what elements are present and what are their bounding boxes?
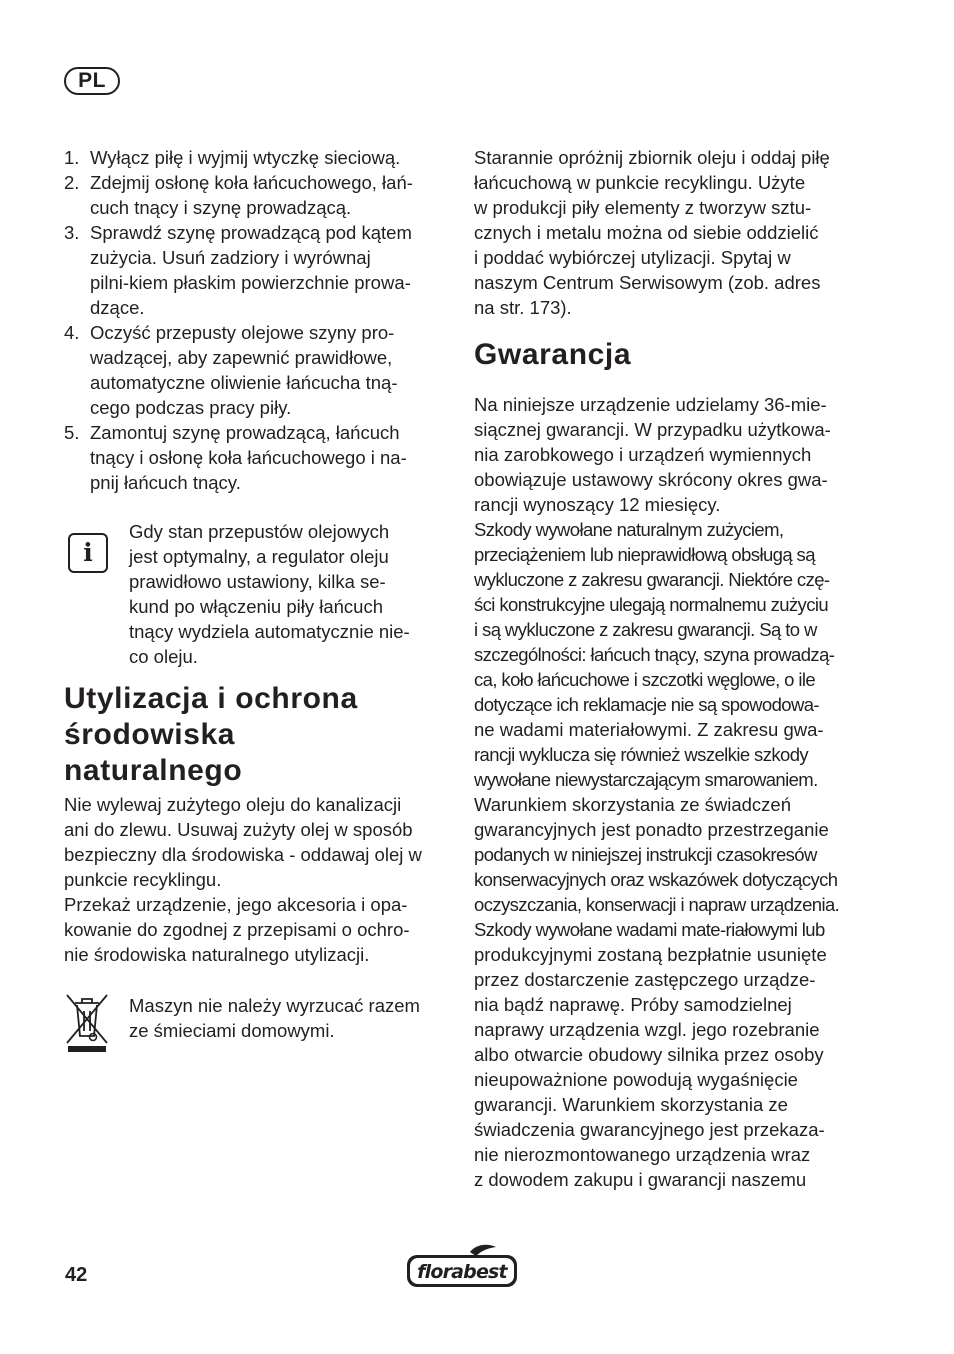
warranty-line: rancji wyklucza się również wszelkie szkody — [474, 744, 809, 765]
warranty-line: wykluczone z zakresu gwarancji. Niektóre czę- — [474, 569, 830, 590]
info-note — [64, 519, 448, 669]
warranty-line: szczególności: łańcuch tnący, szyna prowadzą- — [474, 644, 835, 665]
step-line: Zamontuj szynę prowadzącą, łańcuch — [90, 422, 400, 443]
left-column — [64, 145, 448, 1059]
warranty-line: albo otwarcie obudowy silnika przez osoby — [474, 1044, 824, 1065]
recycling-paragraph: Starannie opróżnij zbiornik oleju i oddaj piłę łańcuchową w punkcie recyklingu. Użyte w produkcji piły elementy z tworzyw sztu- cznych i metalu można od siebie oddzielić i poddać wybiórczej utylizacji. Spytaj w naszym Centrum Serwisowym (zob. adres na str. 173). — [474, 147, 830, 318]
language-badge: PL — [64, 67, 120, 95]
warranty-line: ści konstrukcyjne ulegają normalnemu zużyciu — [474, 594, 829, 615]
step-line: dzące. — [90, 297, 145, 318]
step-item — [64, 145, 448, 170]
step-line: zużycia. Usuń zadziory i wyrównaj — [90, 247, 371, 268]
step-line: Sprawdź szynę prowadzącą pod kątem — [90, 222, 412, 243]
warranty-line: Warunkiem skorzystania ze świadczeń — [474, 794, 792, 815]
warranty-line: produkcyjnymi zostaną bezpłatnie usunięte — [474, 944, 827, 965]
step-line: cuch tnący i szynę prowadzącą. — [90, 197, 352, 218]
warranty-line: z dowodem zakupu i gwarancji naszemu — [474, 1169, 807, 1190]
warranty-paragraph-period: Na niniejsze urządzenie udzielamy 36-mie- siącznej gwarancji. W przypadku użytkowa- nia zarobkowego i urządzeń wymiennych obowiązuje ustawowy skrócony okres gwa- rancji wynoszący 12 miesięcy. — [474, 394, 831, 515]
disposal-paragraph-device: Przekaż urządzenie, jego akcesoria i opa- kowanie do zgodnej z przepisami o ochro- nie środowiska naturalnego utylizacji. — [64, 894, 410, 965]
step-item — [64, 220, 448, 320]
warranty-line: nie nierozmontowanego urządzenia wraz — [474, 1144, 811, 1165]
warranty-paragraph-conditions — [474, 517, 864, 1192]
warranty-line: oczyszczania, konserwacji i napraw urządzenia. — [474, 894, 840, 915]
step-line: Zdejmij osłonę koła łańcuchowego, łań- — [90, 172, 413, 193]
svg-text:florabest: florabest — [417, 1261, 507, 1283]
warranty-heading: Gwarancja — [474, 338, 632, 371]
warranty-line: ca, koło łańcuchowe i szczotki węglowe, o ile — [474, 669, 816, 690]
step-item — [64, 420, 448, 495]
warranty-line: nia bądź naprawę. Próby samodzielnej — [474, 994, 792, 1015]
step-number: 1. — [64, 147, 80, 168]
weee-text: Maszyn nie należy wyrzucać razem ze śmieciami domowymi. — [129, 995, 420, 1041]
warranty-line: Szkody wywołane naturalnym zużyciem, — [474, 519, 784, 540]
warranty-line: gwarancji. Warunkiem skorzystania ze — [474, 1094, 788, 1115]
warranty-line: ne wadami materiałowymi. Z zakresu gwa- — [474, 719, 824, 740]
maintenance-steps — [64, 145, 448, 495]
crossed-bin-icon — [64, 991, 110, 1053]
warranty-line: konserwacyjnych oraz wskazówek dotyczących — [474, 869, 838, 890]
step-item — [64, 170, 448, 220]
step-line: Oczyść przepusty olejowe szyny pro- — [90, 322, 395, 343]
page-number: 42 — [65, 1264, 88, 1286]
warranty-line: świadczenia gwarancyjnego jest przekaza- — [474, 1119, 825, 1140]
warranty-line: Szkody wywołane wadami mate-riałowymi lub — [474, 919, 825, 940]
step-line: wadzącej, aby zapewnić prawidłowe, — [90, 347, 393, 368]
warranty-line: naprawy urządzenia wzgl. jego rozebranie — [474, 1019, 820, 1040]
step-item — [64, 320, 448, 420]
warranty-line: przeciążeniem lub nieprawidłową obsługą są — [474, 544, 815, 565]
step-number: 5. — [64, 422, 80, 443]
disposal-heading: Utylizacja i ochrona środowiska naturalnego — [64, 682, 358, 787]
warranty-line: i są wykluczone z zakresu gwarancji. Są to w — [474, 619, 817, 640]
right-column — [474, 145, 864, 1192]
step-line: Wyłącz piłę i wyjmij wtyczkę sieciową. — [90, 147, 401, 168]
weee-note — [64, 993, 448, 1059]
step-line: pilni-kiem płaskim powierzchnie prowa- — [90, 272, 411, 293]
florabest-logo — [404, 1243, 520, 1291]
warranty-line: gwarancyjnych jest ponadto przestrzeganie — [474, 819, 829, 840]
warranty-line: przez dostarczenie zastępczego urządze- — [474, 969, 816, 990]
step-number: 2. — [64, 172, 80, 193]
info-icon: i — [68, 533, 108, 573]
warranty-line: podanych w niniejszej instrukcji czasokresów — [474, 844, 817, 865]
step-number: 4. — [64, 322, 80, 343]
disposal-paragraph-oil: Nie wylewaj zużytego oleju do kanalizacji ani do zlewu. Usuwaj zużyty olej w sposób bezpieczny dla środowiska - oddawaj olej w punkcie recyklingu. — [64, 794, 422, 890]
step-line: tnący i osłonę koła łańcuchowego i na- — [90, 447, 407, 468]
step-line: cego podczas pracy piły. — [90, 397, 292, 418]
warranty-line: dotyczące ich reklamacje nie są spowodowa- — [474, 694, 819, 715]
warranty-line: nieupoważnione powodują wygaśnięcie — [474, 1069, 798, 1090]
info-note-text: Gdy stan przepustów olejowych jest optymalny, a regulator oleju prawidłowo ustawiony, kilka se- kund po włączeniu piły łańcuch tnący wydziela automatycznie nie- co oleju. — [129, 521, 410, 667]
step-line: automatyczne oliwienie łańcucha tną- — [90, 372, 398, 393]
step-number: 3. — [64, 222, 80, 243]
step-line: pnij łańcuch tnący. — [90, 472, 241, 493]
warranty-line: wywołane niewystarczającym smarowaniem. — [474, 769, 818, 790]
